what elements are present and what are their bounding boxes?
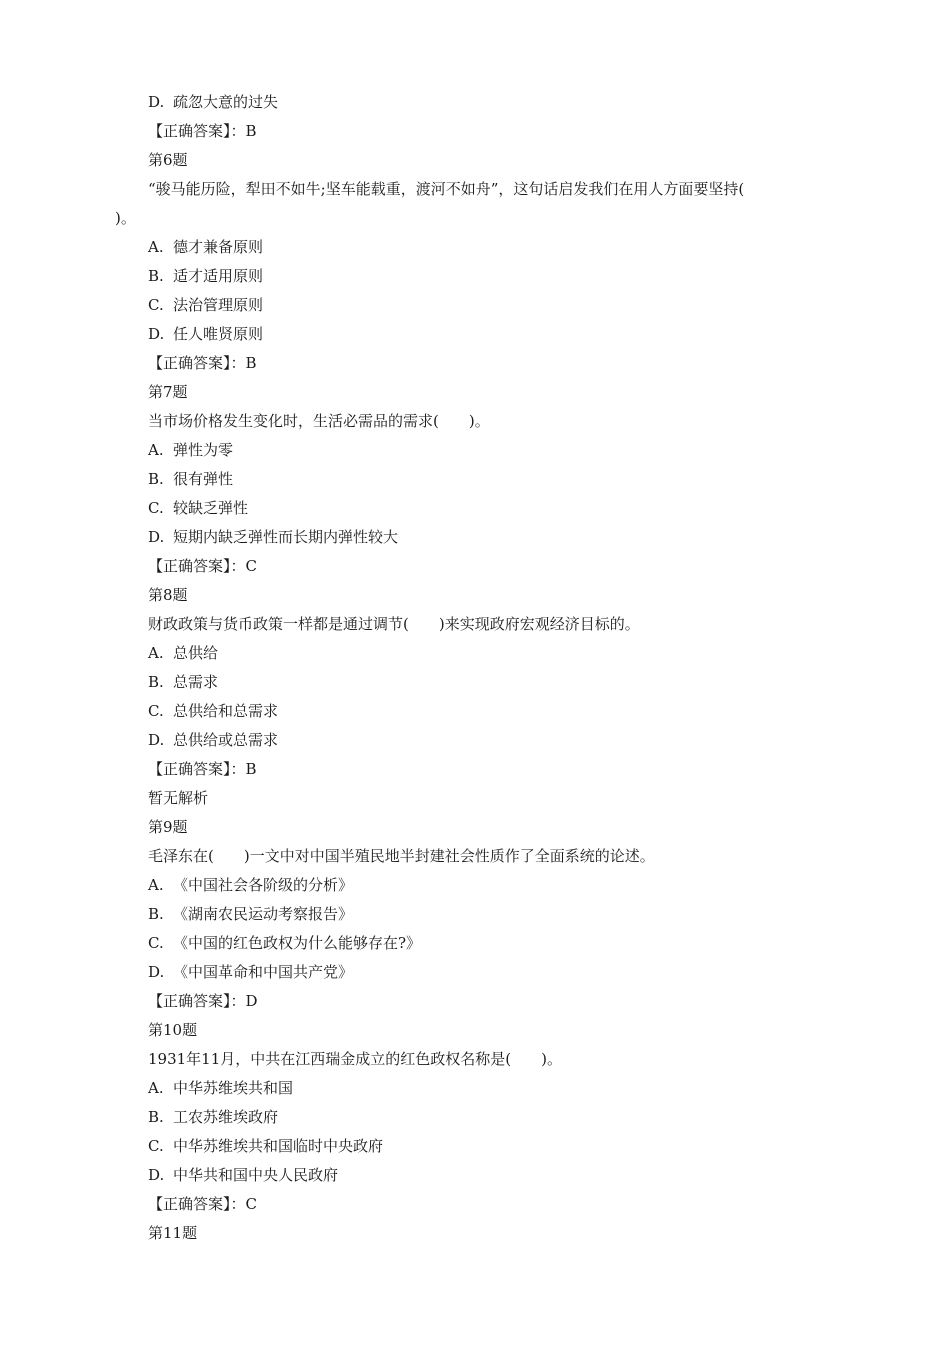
answer-option <box>148 668 838 697</box>
option-text: 任人唯贤原则 <box>173 325 264 343</box>
option-letter: D. <box>148 731 165 749</box>
option-text: 总供给和总需求 <box>173 702 279 720</box>
answer-option <box>148 291 838 320</box>
option-letter: C. <box>148 499 164 517</box>
option-text: 总供给 <box>173 644 219 662</box>
answer-option <box>148 1074 838 1103</box>
option-text: 中华苏维埃共和国临时中央政府 <box>173 1137 384 1155</box>
correct-answer: 【正确答案】：B <box>148 122 257 140</box>
option-text: 德才兼备原则 <box>173 238 264 256</box>
question-number: 第9题 <box>148 818 188 836</box>
answer-option <box>148 1161 838 1190</box>
answer-option <box>148 465 838 494</box>
correct-answer: 【正确答案】：C <box>148 1195 257 1213</box>
answer-option <box>148 871 838 900</box>
question-stem <box>115 175 824 233</box>
answer-option <box>148 1103 838 1132</box>
option-text: 中华共和国中央人民政府 <box>173 1166 339 1184</box>
answer-option <box>148 88 838 117</box>
option-text: 《中国社会各阶级的分析》 <box>173 876 354 894</box>
answer-option <box>148 639 838 668</box>
option-letter: A. <box>148 441 164 459</box>
option-text: 弹性为零 <box>173 441 234 459</box>
question-stem: 毛泽东在( )一文中对中国半殖民地半封建社会性质作了全面系统的论述。 <box>148 847 655 865</box>
answer-option <box>148 233 838 262</box>
question-stem-line: “骏马能历险，犁田不如牛;坚车能载重，渡河不如舟”，这句话启发我们在用人方面要坚持( <box>148 180 745 198</box>
correct-answer: 【正确答案】：B <box>148 354 257 372</box>
option-text: 中华苏维埃共和国 <box>173 1079 294 1097</box>
option-letter: C. <box>148 1137 164 1155</box>
answer-option <box>148 726 838 755</box>
option-text: 总需求 <box>173 673 219 691</box>
option-text: 短期内缺乏弹性而长期内弹性较大 <box>173 528 399 546</box>
option-text: 适才适用原则 <box>173 267 264 285</box>
option-letter: D. <box>148 93 165 111</box>
question-stem-line: )。 <box>115 209 136 227</box>
option-letter: C. <box>148 296 164 314</box>
answer-option <box>148 929 838 958</box>
option-letter: D. <box>148 325 165 343</box>
option-letter: B. <box>148 673 164 691</box>
question-number: 第8题 <box>148 586 188 604</box>
option-text: 《中国革命和中国共产党》 <box>173 963 354 981</box>
question-number: 第10题 <box>148 1021 198 1039</box>
option-letter: A. <box>148 1079 164 1097</box>
option-letter: D. <box>148 528 165 546</box>
option-letter: C. <box>148 934 164 952</box>
answer-option <box>148 900 838 929</box>
question-stem: 财政政策与货币政策一样都是通过调节( )来实现政府宏观经济目标的。 <box>148 615 640 633</box>
option-letter: A. <box>148 238 164 256</box>
option-letter: B. <box>148 905 164 923</box>
option-text: 法治管理原则 <box>173 296 264 314</box>
question-number: 第11题 <box>148 1224 198 1242</box>
option-text: 《湖南农民运动考察报告》 <box>173 905 354 923</box>
question-list <box>115 88 838 1248</box>
option-letter: B. <box>148 267 164 285</box>
answer-option <box>148 1132 838 1161</box>
answer-option <box>148 320 838 349</box>
analysis-note: 暂无解析 <box>148 789 209 807</box>
option-letter: D. <box>148 963 165 981</box>
answer-option <box>148 436 838 465</box>
answer-option <box>148 523 838 552</box>
answer-option <box>148 494 838 523</box>
option-text: 很有弹性 <box>173 470 234 488</box>
question-stem: 当市场价格发生变化时，生活必需品的需求( )。 <box>148 412 490 430</box>
option-letter: C. <box>148 702 164 720</box>
option-text: 《中国的红色政权为什么能够存在?》 <box>173 934 422 952</box>
question-stem: 1931年11月，中共在江西瑞金成立的红色政权名称是( )。 <box>148 1050 562 1068</box>
answer-option <box>148 697 838 726</box>
option-letter: B. <box>148 470 164 488</box>
correct-answer: 【正确答案】：D <box>148 992 258 1010</box>
question-number: 第6题 <box>148 151 188 169</box>
option-letter: B. <box>148 1108 164 1126</box>
correct-answer: 【正确答案】：B <box>148 760 257 778</box>
option-letter: A. <box>148 644 164 662</box>
option-text: 工农苏维埃政府 <box>173 1108 279 1126</box>
correct-answer: 【正确答案】：C <box>148 557 257 575</box>
option-letter: A. <box>148 876 164 894</box>
option-letter: D. <box>148 1166 165 1184</box>
question-number: 第7题 <box>148 383 188 401</box>
option-text: 总供给或总需求 <box>173 731 279 749</box>
option-text: 疏忽大意的过失 <box>173 93 279 111</box>
answer-option <box>148 958 838 987</box>
option-text: 较缺乏弹性 <box>173 499 249 517</box>
answer-option <box>148 262 838 291</box>
